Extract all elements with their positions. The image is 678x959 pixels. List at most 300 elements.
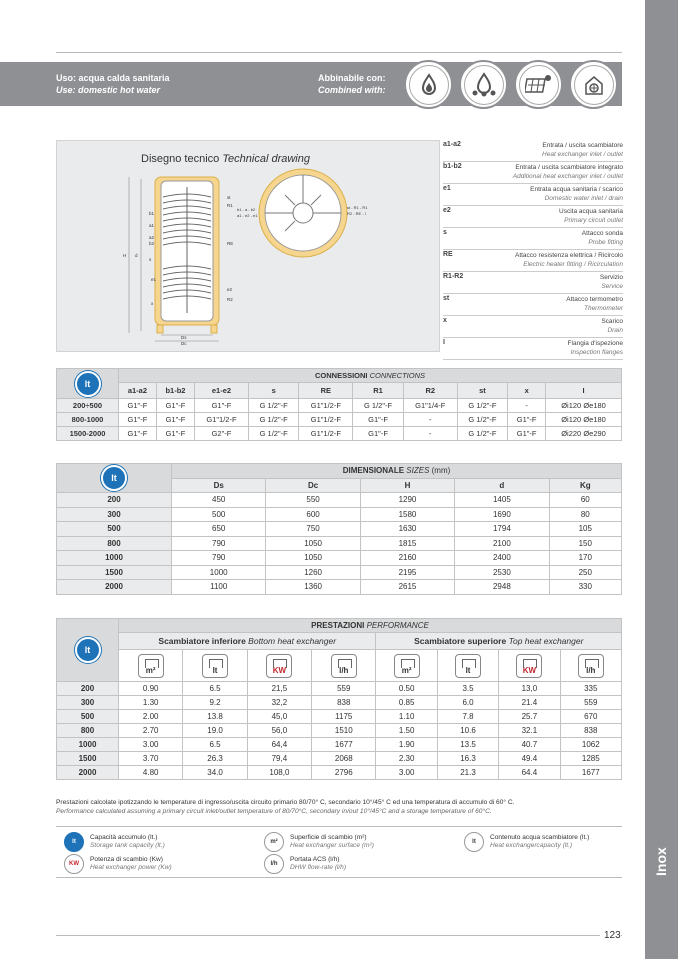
- table-cell: G1"-F: [156, 413, 194, 427]
- column-header: Dc: [266, 478, 360, 493]
- symbol-text: [490, 834, 589, 850]
- table-cell: Øi120 Øe180: [546, 413, 622, 427]
- table-cell: 2948: [455, 580, 549, 595]
- legend-code: R1-R2: [443, 273, 464, 280]
- table-cell: 1000: [172, 565, 266, 580]
- top-rule: [56, 52, 622, 53]
- label-b1: b1: [149, 211, 155, 216]
- page-number: 123: [600, 930, 621, 941]
- table-cell: G1"-F: [353, 413, 404, 427]
- symbol-it: Contenuto acqua scambiatore (lt.): [490, 834, 590, 841]
- column-header: Ds: [172, 478, 266, 493]
- row-label: 300: [57, 507, 172, 522]
- table-row: [57, 413, 622, 427]
- table-cell: 4.80: [119, 766, 183, 780]
- table-cell: 335: [560, 682, 621, 696]
- table-cell: 49.4: [499, 752, 560, 766]
- symbol-legend-item: [64, 854, 172, 874]
- table-row: [57, 710, 622, 724]
- tank-drawing: [57, 141, 441, 353]
- symbol-legend: [56, 826, 622, 878]
- legend-code: e1: [443, 185, 451, 192]
- table-cell: 9.2: [183, 696, 247, 710]
- legend-desc: [513, 163, 623, 181]
- table-cell: Øi220 Øe290: [546, 427, 622, 441]
- table-cell: 32,2: [247, 696, 311, 710]
- table-cell: G 1/2"-F: [457, 413, 508, 427]
- table-cell: 1050: [266, 551, 360, 566]
- row-label: 1000: [57, 551, 172, 566]
- table-cell: 1100: [172, 580, 266, 595]
- table-cell: 10.6: [437, 724, 498, 738]
- legend-desc-it: Entrata / uscita scambiatore integrato: [515, 164, 623, 171]
- table-cell: 1677: [312, 738, 376, 752]
- table-cell: 3.00: [119, 738, 183, 752]
- unit-icon-cell: [119, 650, 183, 682]
- unit-icon: KW: [516, 654, 542, 678]
- label-a1: a1: [149, 223, 155, 228]
- table-cell: 3.70: [119, 752, 183, 766]
- table-cell: G1"1/2-F: [299, 427, 353, 441]
- row-label: 300: [57, 696, 119, 710]
- sidebar-tab: [645, 0, 678, 959]
- table-cell: 790: [172, 536, 266, 551]
- column-header: H: [360, 478, 454, 493]
- unit-icon: lt: [455, 654, 481, 678]
- table-cell: -: [403, 427, 457, 441]
- unit-icon-cell: [437, 650, 498, 682]
- unit-icon: l/h: [578, 654, 604, 678]
- combined-en: Combined with:: [318, 85, 386, 95]
- table-cell: 13,0: [499, 682, 560, 696]
- table-cell: 26.3: [183, 752, 247, 766]
- label-x: x: [151, 301, 154, 306]
- row-label: 1500: [57, 752, 119, 766]
- legend-desc-en: Inspection flanges: [570, 349, 623, 356]
- table-cell: 650: [172, 522, 266, 537]
- gas-boiler-icon: [404, 60, 453, 109]
- label-R1: R1: [227, 203, 233, 208]
- legend-desc-it: Uscita acqua sanitaria: [559, 208, 623, 215]
- legend-desc-it: Attacco sonda: [581, 230, 623, 237]
- symbol-text: [90, 856, 172, 872]
- column-header: s: [248, 383, 299, 399]
- label-R2: R2: [227, 297, 233, 302]
- legend-desc-en: Additional heat exchanger inlet / outlet: [512, 173, 623, 180]
- table-cell: 2.30: [376, 752, 437, 766]
- connections-title: CONNESSIONI CONNECTIONS: [119, 369, 622, 383]
- capacity-icon: lt: [75, 637, 101, 663]
- table-row: [57, 399, 622, 413]
- heat-pump-icon: [569, 60, 618, 109]
- table-cell: 2.00: [119, 710, 183, 724]
- table-cell: 25.7: [499, 710, 560, 724]
- table-cell: 2400: [455, 551, 549, 566]
- table-cell: 1690: [455, 507, 549, 522]
- table-cell: 1677: [560, 766, 621, 780]
- legend-code: st: [443, 295, 450, 302]
- symbol-en: Heat exchanger surface (m²): [290, 842, 374, 849]
- legend-desc-it: Attacco termometro: [566, 296, 623, 303]
- table-cell: G 1/2"-F: [457, 427, 508, 441]
- table-cell: 13.8: [183, 710, 247, 724]
- legend-desc: [515, 251, 623, 269]
- table-cell: 60: [549, 493, 621, 508]
- column-header: d: [455, 478, 549, 493]
- table-cell: G 1/2"-F: [457, 399, 508, 413]
- legend-row: [443, 184, 623, 206]
- capacity-badge-cell: [57, 464, 172, 493]
- table-cell: Øi120 Øe180: [546, 399, 622, 413]
- symbol-legend-item: [264, 854, 346, 874]
- column-header: e1-e2: [195, 383, 249, 399]
- unit-icon-cell: [376, 650, 437, 682]
- table-cell: 2796: [312, 766, 376, 780]
- table-cell: 330: [549, 580, 621, 595]
- symbol-it: Potenza di scambio (Kw): [90, 856, 163, 863]
- table-cell: G1"1/2-F: [299, 399, 353, 413]
- table-cell: G 1/2"-F: [248, 413, 299, 427]
- symbol-en: Heat exchanger power (Kw): [90, 864, 172, 871]
- table-cell: 1.90: [376, 738, 437, 752]
- row-label: 1500: [57, 565, 172, 580]
- table-cell: 80: [549, 507, 621, 522]
- table-cell: 1630: [360, 522, 454, 537]
- legend-desc: [542, 141, 623, 159]
- table-cell: G1"-F: [508, 427, 546, 441]
- symbol-en: DHW flow-rate (l/h): [290, 864, 347, 871]
- row-label: 800-1000: [57, 413, 119, 427]
- unit-icon-cell: [183, 650, 247, 682]
- table-cell: 450: [172, 493, 266, 508]
- table-cell: 105: [549, 522, 621, 537]
- table-cell: 0.50: [376, 682, 437, 696]
- row-label: 500: [57, 710, 119, 724]
- row-label: 2000: [57, 766, 119, 780]
- symbol-en: Storage tank capacity (lt.): [90, 842, 165, 849]
- legend-desc-it: Servizio: [599, 274, 623, 281]
- table-cell: 7.8: [437, 710, 498, 724]
- label-a2: a2: [149, 235, 155, 240]
- table-cell: 2.70: [119, 724, 183, 738]
- bottom-exchanger-header: Scambiatore inferiore Bottom heat exchanger: [119, 633, 376, 650]
- usage-it: Uso: acqua calda sanitaria: [56, 73, 170, 83]
- symbol-icon: lt: [64, 832, 84, 852]
- table-cell: 1405: [455, 493, 549, 508]
- symbol-it: Superficie di scambio (m²): [290, 834, 367, 841]
- table-cell: 2195: [360, 565, 454, 580]
- legend-code: RE: [443, 251, 453, 258]
- symbol-legend-item: [264, 832, 374, 852]
- legend-desc-it: Flangia d'ispezione: [567, 340, 623, 347]
- table-cell: G1"-F: [508, 413, 546, 427]
- performance-table: [56, 618, 622, 780]
- table-cell: 1.50: [376, 724, 437, 738]
- sizes-title: DIMENSIONALE SIZES (mm): [172, 464, 622, 479]
- table-row: [57, 551, 622, 566]
- table-cell: 40.7: [499, 738, 560, 752]
- table-row: [57, 696, 622, 710]
- legend-desc: [601, 317, 623, 335]
- table-cell: 19.0: [183, 724, 247, 738]
- svg-text:b1 - a - b2: b1 - a - b2: [237, 207, 256, 212]
- table-row: [57, 522, 622, 537]
- row-label: 500: [57, 522, 172, 537]
- connections-table: [56, 368, 622, 441]
- row-label: 1500-2000: [57, 427, 119, 441]
- table-cell: 2160: [360, 551, 454, 566]
- unit-icon-cell: [312, 650, 376, 682]
- table-cell: G1"-F: [353, 427, 404, 441]
- table-cell: 2100: [455, 536, 549, 551]
- table-cell: G1"-F: [156, 427, 194, 441]
- legend-desc: [600, 273, 623, 291]
- usage-en: Use: domestic hot water: [56, 85, 161, 95]
- table-cell: 1260: [266, 565, 360, 580]
- table-cell: 559: [560, 696, 621, 710]
- legend-row: [443, 140, 623, 162]
- table-cell: G1"-F: [119, 427, 157, 441]
- symbol-it: Capacità accumulo (lt.): [90, 834, 158, 841]
- unit-icon-cell: [247, 650, 311, 682]
- solar-panel-icon: [514, 60, 563, 109]
- column-header: R2: [403, 383, 457, 399]
- column-header: x: [508, 383, 546, 399]
- legend-desc: [566, 295, 623, 313]
- table-cell: 1062: [560, 738, 621, 752]
- table-cell: 559: [312, 682, 376, 696]
- top-exchanger-header: Scambiatore superiore Top heat exchanger: [376, 633, 622, 650]
- legend-desc-it: Entrata / uscita scambiatore: [542, 142, 623, 149]
- legend-code: b1-b2: [443, 163, 462, 170]
- table-cell: 170: [549, 551, 621, 566]
- table-cell: 600: [266, 507, 360, 522]
- column-header: I: [546, 383, 622, 399]
- legend-desc-en: Electric heater fitting / Ricirculation: [523, 261, 623, 268]
- svg-text:st - R1 - R1: st - R1 - R1: [347, 205, 368, 210]
- legend-desc-en: Service: [601, 283, 623, 290]
- row-label: 800: [57, 724, 119, 738]
- legend-code: I: [443, 339, 445, 346]
- label-e1: e1: [151, 277, 157, 282]
- legend-row: [443, 338, 623, 360]
- label-Dc: Dc: [181, 341, 187, 346]
- sizes-table: [56, 463, 622, 595]
- column-header: Kg: [549, 478, 621, 493]
- table-cell: -: [508, 399, 546, 413]
- table-row: [57, 738, 622, 752]
- legend-desc: [568, 339, 623, 357]
- table-row: [57, 752, 622, 766]
- table-row: [57, 724, 622, 738]
- table-cell: 64.4: [499, 766, 560, 780]
- table-cell: 1175: [312, 710, 376, 724]
- table-cell: G1"-F: [195, 399, 249, 413]
- legend-desc-it: Scarico: [601, 318, 623, 325]
- table-cell: 79,4: [247, 752, 311, 766]
- legend-desc-it: Attacco resistenza elettrica / Ricircolo: [514, 252, 623, 259]
- table-cell: G1"1/2-F: [299, 413, 353, 427]
- table-cell: 1510: [312, 724, 376, 738]
- table-cell: 1290: [360, 493, 454, 508]
- table-cell: 6.5: [183, 682, 247, 696]
- table-cell: 1.10: [376, 710, 437, 724]
- label-s: s: [149, 257, 152, 262]
- table-cell: 670: [560, 710, 621, 724]
- row-label: 2000: [57, 580, 172, 595]
- footer-rule: [56, 935, 622, 936]
- label-e2: e2: [227, 287, 233, 292]
- legend-desc-en: Thermometer: [583, 305, 623, 312]
- symbol-it: Portata ACS (l/h): [290, 856, 340, 863]
- table-cell: 3.5: [437, 682, 498, 696]
- table-cell: 1815: [360, 536, 454, 551]
- row-label: 200: [57, 682, 119, 696]
- table-cell: 13.5: [437, 738, 498, 752]
- legend-desc-en: Primary circuit outlet: [564, 217, 623, 224]
- table-cell: 2530: [455, 565, 549, 580]
- table-cell: 2615: [360, 580, 454, 595]
- symbol-legend-item: [64, 832, 165, 852]
- row-label: 1000: [57, 738, 119, 752]
- table-cell: 45,0: [247, 710, 311, 724]
- legend-desc-en: Heat exchanger inlet / outlet: [542, 151, 623, 158]
- legend-row: [443, 162, 623, 184]
- table-cell: 1794: [455, 522, 549, 537]
- column-header: a1-a2: [119, 383, 157, 399]
- capacity-badge-cell: [57, 619, 119, 682]
- legend-row: [443, 250, 623, 272]
- legend-code: e2: [443, 207, 451, 214]
- table-cell: 6.5: [183, 738, 247, 752]
- table-cell: 1285: [560, 752, 621, 766]
- capacity-badge-cell: [57, 369, 119, 399]
- symbol-icon: KW: [64, 854, 84, 874]
- column-header: R1: [353, 383, 404, 399]
- legend-desc-it: Entrata acqua sanitaria / scarico: [530, 186, 623, 193]
- label-d: d: [135, 253, 138, 258]
- table-cell: 21,5: [247, 682, 311, 696]
- column-header: b1-b2: [156, 383, 194, 399]
- gas-condensing-boiler-icon: [459, 60, 508, 109]
- legend-desc-en: Drain: [607, 327, 623, 334]
- table-cell: 56,0: [247, 724, 311, 738]
- performance-note: Prestazioni calcolate ipotizzando le temperature di ingresso/uscita circuito primario 80/70° C, secondario 10°/45° C ed una temperatura di accumulo di 60° C. Performance calculated assuming a primary circuit inlet/outlet temperature of 80/70°C, secondary in/out 10°/45°C and a storage temperature of 60°C.: [56, 799, 515, 815]
- table-cell: G1"-F: [119, 413, 157, 427]
- table-row: [57, 565, 622, 580]
- legend-desc: [582, 229, 623, 247]
- legend-desc-en: Domestic water inlet / drain: [544, 195, 623, 202]
- svg-text:R2 - RE - I: R2 - RE - I: [347, 211, 366, 216]
- connection-legend: [443, 140, 623, 360]
- table-row: [57, 682, 622, 696]
- table-cell: G 1/2"-F: [248, 399, 299, 413]
- table-cell: 1050: [266, 536, 360, 551]
- table-cell: G1"-F: [119, 399, 157, 413]
- symbol-icon: m²: [264, 832, 284, 852]
- table-cell: 64,4: [247, 738, 311, 752]
- label-b2: b2: [149, 241, 155, 246]
- combined-it: Abbinabile con:: [318, 73, 386, 83]
- table-cell: 550: [266, 493, 360, 508]
- table-cell: 21.4: [499, 696, 560, 710]
- unit-icon-cell: [560, 650, 621, 682]
- row-label: 200: [57, 493, 172, 508]
- table-cell: 21.3: [437, 766, 498, 780]
- symbol-legend-item: [464, 832, 589, 852]
- table-cell: 2068: [312, 752, 376, 766]
- table-cell: G 1/2"-F: [353, 399, 404, 413]
- table-cell: G2"-F: [195, 427, 249, 441]
- unit-icon: m²: [394, 654, 420, 678]
- table-cell: 750: [266, 522, 360, 537]
- table-cell: 150: [549, 536, 621, 551]
- table-cell: 790: [172, 551, 266, 566]
- table-cell: 1360: [266, 580, 360, 595]
- capacity-icon: lt: [75, 371, 101, 397]
- symbol-text: [90, 834, 165, 850]
- legend-row: [443, 228, 623, 250]
- unit-icon: KW: [266, 654, 292, 678]
- capacity-icon: lt: [101, 465, 127, 491]
- table-cell: 0.90: [119, 682, 183, 696]
- technical-drawing: [56, 140, 440, 352]
- table-cell: 34.0: [183, 766, 247, 780]
- symbol-icon: l/h: [264, 854, 284, 874]
- table-row: [57, 427, 622, 441]
- table-row: [57, 507, 622, 522]
- combined-icons: [404, 60, 618, 109]
- unit-icon: l/h: [331, 654, 357, 678]
- table-row: [57, 536, 622, 551]
- column-header: RE: [299, 383, 353, 399]
- symbol-text: [290, 856, 346, 872]
- table-row: [57, 580, 622, 595]
- table-cell: G1"-F: [156, 399, 194, 413]
- legend-desc-en: Probe fitting: [588, 239, 623, 246]
- table-cell: 250: [549, 565, 621, 580]
- table-cell: -: [403, 413, 457, 427]
- legend-desc: [559, 207, 623, 225]
- legend-code: a1-a2: [443, 141, 461, 148]
- row-label: 800: [57, 536, 172, 551]
- legend-row: [443, 294, 623, 316]
- usage-text: [56, 72, 170, 96]
- symbol-icon: lt: [464, 832, 484, 852]
- label-Ds: Ds: [181, 335, 187, 340]
- table-cell: 6.0: [437, 696, 498, 710]
- table-cell: G 1/2"-F: [248, 427, 299, 441]
- table-cell: 32.1: [499, 724, 560, 738]
- table-cell: 500: [172, 507, 266, 522]
- legend-row: [443, 272, 623, 294]
- column-header: st: [457, 383, 508, 399]
- symbol-text: [290, 834, 374, 850]
- symbol-en: Heat exchangercapacity (lt.): [490, 842, 573, 849]
- table-cell: G1"1/4-F: [403, 399, 457, 413]
- label-RE: RE: [227, 241, 234, 246]
- drawing-title: Disegno tecnico Technical drawing: [141, 153, 310, 165]
- legend-row: [443, 206, 623, 228]
- table-row: [57, 493, 622, 508]
- legend-row: [443, 316, 623, 338]
- table-cell: 838: [560, 724, 621, 738]
- table-cell: 108,0: [247, 766, 311, 780]
- svg-text:a1 - e2 - e1: a1 - e2 - e1: [237, 213, 258, 218]
- unit-icon-cell: [499, 650, 560, 682]
- row-label: 200÷500: [57, 399, 119, 413]
- unit-icon: m²: [138, 654, 164, 678]
